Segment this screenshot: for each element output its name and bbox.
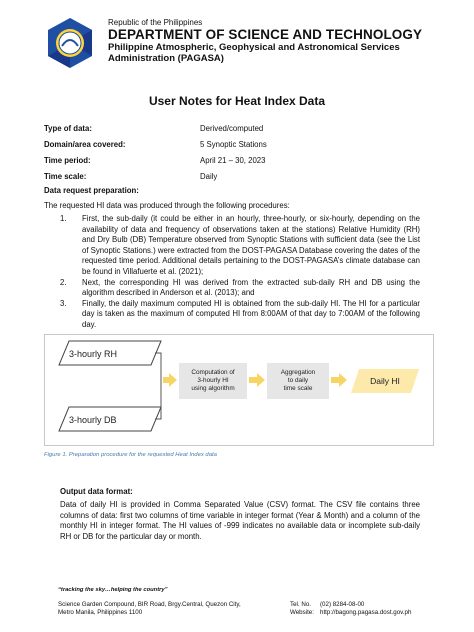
footer-tel-label: Tel. No. [290, 601, 311, 608]
figure-caption: Figure 1. Preparation procedure for the requested Heat Index data [44, 452, 217, 458]
arrow-2 [249, 373, 265, 387]
footer-tagline: “tracking the sky…helping the country” [58, 587, 168, 593]
footer-address-line1: Science Garden Compound, BIR Road, Brgy.Central, Quezon City, [58, 601, 241, 608]
output-text: Data of daily HI is provided in Comma Separated Value (CSV) format. The CSV file contains three columns of data: first two columns of time variable in integer format (Year & Month) and a column of the monthly HI in integer format. The HI values of -999 indicates no available data or incomplete sub-daily RH or DB for the particular day or month. [60, 500, 420, 541]
page-title: User Notes for Heat Index Data [148, 94, 326, 108]
request-heading: Data request preparation: [44, 186, 139, 195]
field-value-domain: 5 Synoptic Stations [200, 140, 267, 149]
department-name: DEPARTMENT OF SCIENCE AND TECHNOLOGY [108, 27, 423, 42]
output-label: Daily HI [370, 376, 400, 386]
footer-web-link[interactable]: http://bagong.pagasa.dost.gov.ph [320, 609, 412, 616]
procedure-diagram [44, 334, 434, 446]
field-label-type: Type of data: [44, 124, 92, 133]
request-intro: The requested HI data was produced through the following procedures: [44, 201, 290, 210]
arrow-3 [331, 373, 347, 387]
field-value-type: Derived/computed [200, 124, 264, 133]
input-db-label: 3-hourly DB [69, 415, 117, 425]
field-label-domain: Domain/area covered: [44, 140, 126, 149]
computation-label-1: Computation of [191, 369, 235, 376]
procedure-step: 2. Next, the corresponding HI was derived from the extracted sub-daily RH and DB using the algorithm described in Anderson et al. (2013); and [60, 277, 420, 298]
field-value-scale: Daily [200, 172, 218, 181]
diagram-graphics [45, 335, 433, 445]
computation-label-2: 3-hourly HI [197, 377, 229, 384]
footer-web-label: Website: [290, 609, 314, 616]
agency-name-line2: Administration (PAGASA) [108, 53, 224, 64]
procedure-list [60, 214, 420, 331]
aggregation-label-3: time scale [283, 385, 313, 392]
republic-label: Republic of the Philippines [108, 18, 203, 27]
agency-name-line1: Philippine Atmospheric, Geophysical and Astronomical Services [108, 42, 400, 53]
arrow-1 [163, 373, 177, 387]
input-rh-label: 3-hourly RH [69, 349, 118, 359]
field-label-period: Time period: [44, 156, 91, 165]
footer-address-line2: Metro Manila, Philippines 1100 [58, 609, 143, 616]
procedure-step: 1. First, the sub-daily (it could be either in an hourly, three-hourly, or six-hourly, depending on the availability of data and frequency of observations taken at the stations) Relative Humidity (RH) and Dry Bulb (DB) Temperature observed from Synoptic Stations with sufficient data (see the List of Synoptic Stations.) were extracted from the DOST-PAGASA Database covering the dates of the requested time period. Additional details pertaining to the DOST-PAGASA’s climate database can be found in Villafuerte et al. (2021); [60, 214, 420, 276]
aggregation-label-2: to daily [287, 377, 309, 384]
field-label-scale: Time scale: [44, 172, 87, 181]
procedure-step: 3. Finally, the daily maximum computed HI is obtained from the sub-daily HI. The HI for a particular day is taken as the maximum of computed HI from 8:00AM of that day to 7:00AM of the following day. [60, 298, 420, 329]
output-heading: Output data format: [60, 487, 133, 496]
computation-label-3: using algorithm [191, 385, 235, 392]
field-value-period: April 21 – 30, 2023 [200, 156, 266, 165]
footer-tel-value: (02) 8284-08-00 [320, 601, 365, 608]
aggregation-label-1: Aggregation [280, 369, 316, 376]
pagasa-logo [40, 16, 100, 70]
